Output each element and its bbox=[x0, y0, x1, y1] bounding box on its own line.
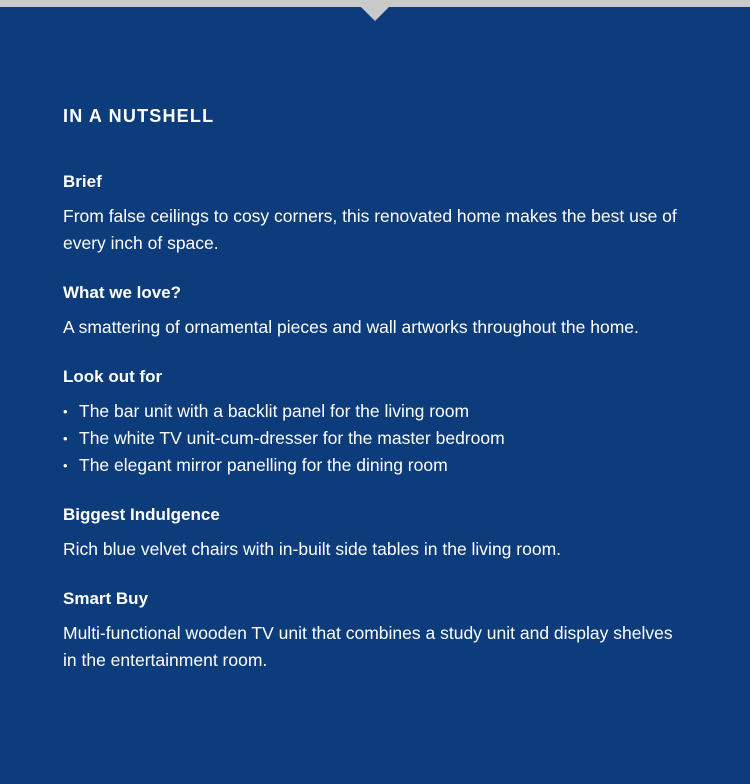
section-what-we-love bbox=[63, 282, 683, 341]
bullet-icon: • bbox=[63, 404, 68, 419]
section-heading: Biggest Indulgence bbox=[63, 505, 220, 524]
list-item bbox=[63, 452, 683, 479]
section-text: Rich blue velvet chairs with in-built side tables in the living room. bbox=[63, 539, 562, 559]
list-item bbox=[63, 398, 683, 425]
panel-content bbox=[63, 104, 683, 699]
list-item-text: The elegant mirror panelling for the dining room bbox=[79, 455, 448, 475]
section-brief bbox=[63, 171, 683, 257]
section-text: A smattering of ornamental pieces and wall artworks throughout the home. bbox=[63, 317, 639, 337]
list-item bbox=[63, 425, 683, 452]
section-heading: Look out for bbox=[63, 367, 163, 386]
top-divider-strip bbox=[0, 0, 750, 7]
list-item-text: The white TV unit-cum-dresser for the master bedroom bbox=[79, 428, 505, 448]
pointer-notch-icon bbox=[361, 7, 389, 21]
section-heading: Brief bbox=[63, 172, 102, 191]
panel-title: IN A NUTSHELL bbox=[63, 106, 215, 126]
section-heading: Smart Buy bbox=[63, 589, 149, 608]
list-item-text: The bar unit with a backlit panel for the living room bbox=[79, 401, 470, 421]
section-text: From false ceilings to cosy corners, this renovated home makes the best use of every inch of space. bbox=[63, 206, 677, 253]
section-look-out-for bbox=[63, 366, 683, 479]
section-heading: What we love? bbox=[63, 283, 182, 302]
section-biggest-indulgence bbox=[63, 504, 683, 563]
bullet-icon: • bbox=[63, 431, 68, 446]
section-smart-buy bbox=[63, 588, 683, 674]
bullet-icon: • bbox=[63, 458, 68, 473]
bullet-list bbox=[63, 398, 683, 479]
section-text: Multi-functional wooden TV unit that combines a study unit and display shelves in the entertainment room. bbox=[63, 623, 673, 670]
